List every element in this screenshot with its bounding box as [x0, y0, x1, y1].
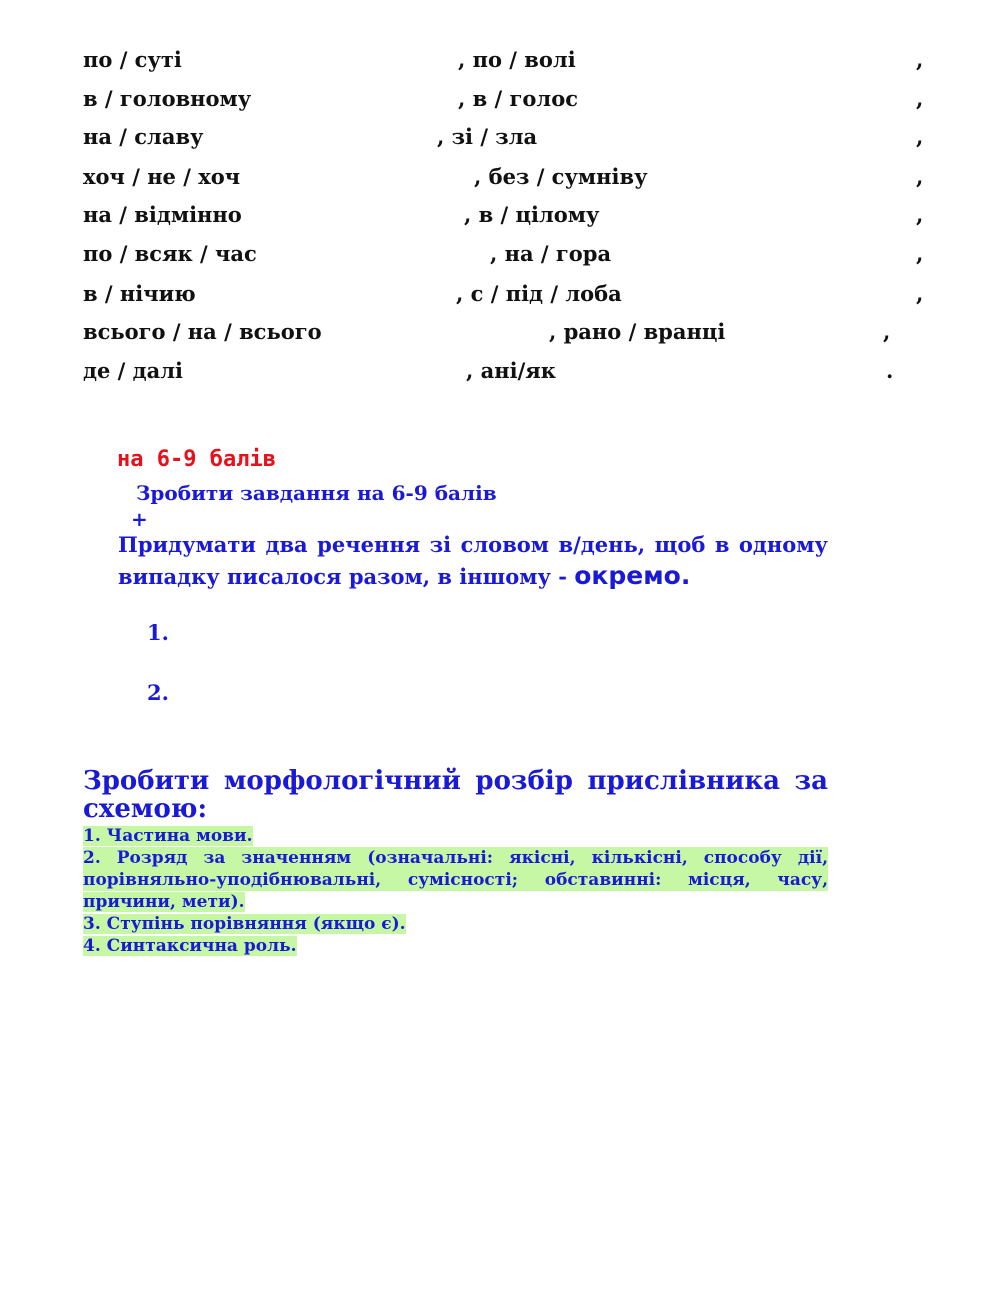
row-3-end: ,: [916, 124, 924, 149]
row-4-end: ,: [916, 164, 924, 189]
scheme-step-1: 1. Частина мови.: [83, 826, 253, 846]
row-2-left: в / головному: [83, 86, 252, 111]
morph-heading-line-2: схемою:: [83, 794, 208, 824]
morph-scheme: [83, 825, 828, 957]
scheme-step-4: 4. Синтаксична роль.: [83, 936, 297, 956]
row-7-end: ,: [916, 281, 924, 306]
row-6-left: по / всяк / час: [83, 241, 257, 266]
row-3-left: на / славу: [83, 124, 204, 149]
task-paragraph-emph: окремо.: [574, 561, 691, 590]
scheme-step-2-line-3: причини, мети).: [83, 892, 245, 912]
row-7-left: в / нічию: [83, 281, 196, 306]
answer-item-2: 2.: [147, 680, 169, 705]
row-3-middle: , зі / зла: [437, 124, 538, 149]
row-4-middle: , без / сумніву: [474, 164, 648, 189]
row-2-end: ,: [916, 86, 924, 111]
row-6-end: ,: [916, 241, 924, 266]
plus-sign: +: [131, 507, 148, 531]
task-paragraph: [118, 529, 828, 592]
row-9-middle: , ані/як: [466, 358, 556, 383]
answer-item-1: 1.: [147, 620, 169, 645]
morph-heading-line-1: Зробити морфологічний розбір прислівника за: [83, 766, 828, 796]
scheme-step-2-line-1: 2. Розряд за значенням (означальні: якісні, кількісні, способу дії,: [83, 848, 828, 868]
row-9-end: .: [886, 358, 894, 383]
task-line: Зробити завдання на 6-9 балів: [136, 481, 497, 505]
scheme-step-3: 3. Ступінь порівняння (якщо є).: [83, 914, 406, 934]
row-7-middle: , с / під / лоба: [456, 281, 622, 306]
morph-heading: [83, 767, 828, 823]
row-6-middle: , на / гора: [490, 241, 612, 266]
row-8-left: всього / на / всього: [83, 319, 322, 344]
row-4-left: хоч / не / хоч: [83, 164, 241, 189]
row-8-middle: , рано / вранці: [549, 319, 726, 344]
row-1-middle: , по / волі: [458, 47, 576, 72]
section-title: на 6-9 балів: [117, 447, 276, 472]
row-1-left: по / суті: [83, 47, 182, 72]
row-5-middle: , в / цілому: [464, 202, 600, 227]
task-paragraph-main: Придумати два речення зі словом в/день, щоб в одному випадку писалося разом, в іншому -: [118, 532, 828, 589]
row-5-end: ,: [916, 202, 924, 227]
row-5-left: на / відмінно: [83, 202, 242, 227]
row-1-end: ,: [916, 47, 924, 72]
row-8-end: ,: [883, 319, 891, 344]
row-9-left: де / далі: [83, 358, 184, 383]
row-2-middle: , в / голос: [458, 86, 578, 111]
scheme-step-2-line-2: порівняльно-уподібнювальні, сумісності; обставинні: місця, часу,: [83, 870, 828, 890]
